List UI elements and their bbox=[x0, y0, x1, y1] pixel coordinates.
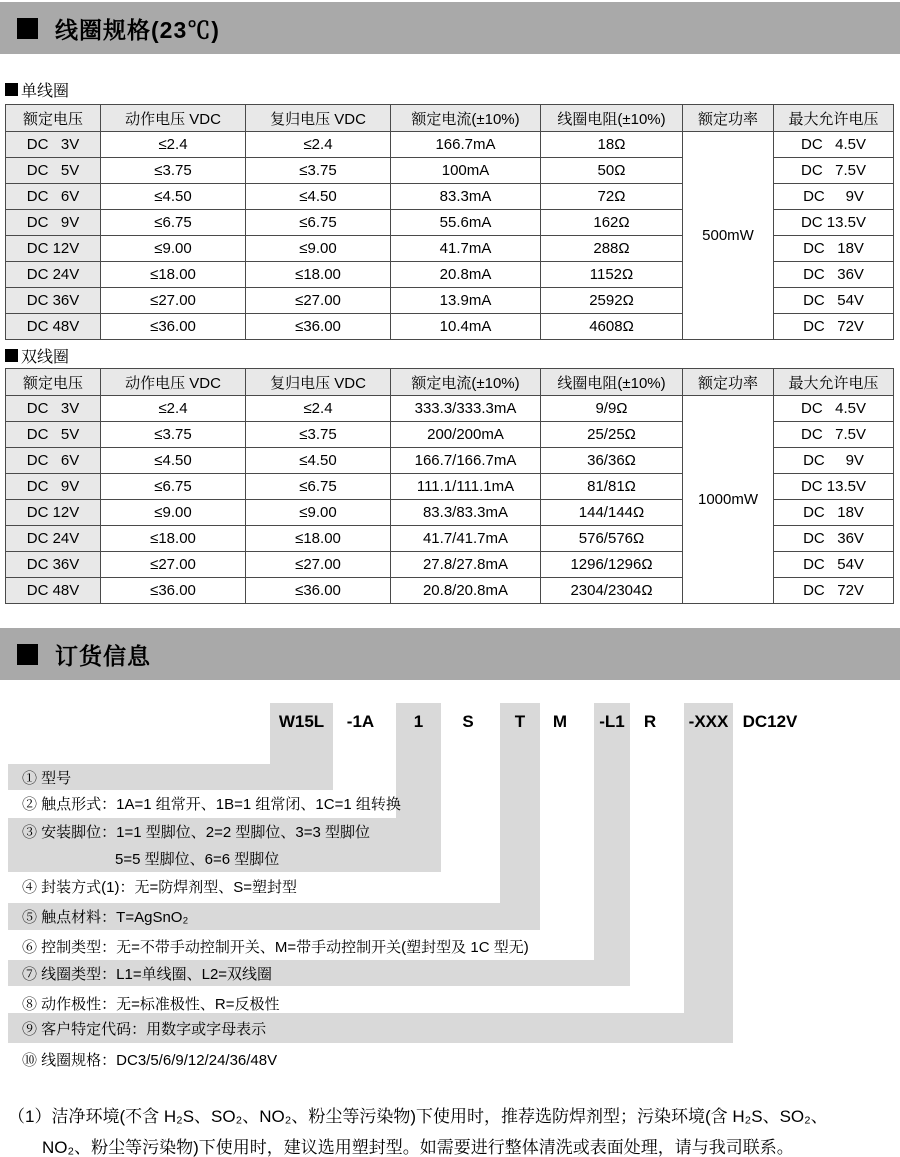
cell-coil-resistance: 81/81Ω bbox=[541, 474, 683, 500]
cell-rated-voltage: DC 24V bbox=[6, 526, 101, 552]
cell-dropout-voltage: ≤2.4 bbox=[246, 132, 391, 158]
cell-rated-current: 13.9mA bbox=[391, 288, 541, 314]
header-rated-voltage: 额定电压 bbox=[6, 105, 101, 132]
cell-rated-voltage: DC 3V bbox=[6, 132, 101, 158]
cell-coil-resistance: 2592Ω bbox=[541, 288, 683, 314]
footnote-line-1: （1）洁净环境(不含 H₂S、SO₂、NO₂、粉尘等污染物)下使用时，推荐选防焊剂型；污染环境(含 H₂S、SO₂、 bbox=[8, 1107, 828, 1126]
cell-pickup-voltage: ≤4.50 bbox=[101, 184, 246, 210]
table-label-single-coil bbox=[5, 78, 69, 101]
cell-max-voltage: DC 9V bbox=[774, 448, 894, 474]
code-connector-bar bbox=[684, 703, 733, 1043]
cell-dropout-voltage: ≤3.75 bbox=[246, 422, 391, 448]
coil-spec-banner bbox=[0, 2, 900, 54]
cell-max-voltage: DC 9V bbox=[774, 184, 894, 210]
cell-rated-current: 83.3mA bbox=[391, 184, 541, 210]
header-row bbox=[6, 369, 894, 396]
cell-rated-voltage: DC 6V bbox=[6, 184, 101, 210]
cell-pickup-voltage: ≤27.00 bbox=[101, 552, 246, 578]
square-bullet-icon bbox=[5, 83, 18, 96]
cell-max-voltage: DC 54V bbox=[774, 552, 894, 578]
table-label-text: 单线圈 bbox=[21, 83, 70, 100]
cell-dropout-voltage: ≤36.00 bbox=[246, 314, 391, 340]
cell-coil-resistance: 9/9Ω bbox=[541, 396, 683, 422]
header-coil-resistance: 线圈电阻(±10%) bbox=[541, 369, 683, 396]
cell-pickup-voltage: ≤18.00 bbox=[101, 526, 246, 552]
cell-pickup-voltage: ≤3.75 bbox=[101, 422, 246, 448]
ordering-item-9: ⑨ 客户特定代码：用数字或字母表示 bbox=[22, 1020, 267, 1038]
header-rated-current: 额定电流(±10%) bbox=[391, 105, 541, 132]
cell-coil-resistance: 2304/2304Ω bbox=[541, 578, 683, 604]
cell-rated-current: 100mA bbox=[391, 158, 541, 184]
table-row bbox=[6, 132, 894, 158]
cell-pickup-voltage: ≤6.75 bbox=[101, 210, 246, 236]
cell-max-voltage: DC 4.5V bbox=[774, 132, 894, 158]
cell-rated-voltage: DC 48V bbox=[6, 314, 101, 340]
cell-max-voltage: DC 36V bbox=[774, 262, 894, 288]
cell-rated-current: 27.8/27.8mA bbox=[391, 552, 541, 578]
cell-rated-voltage: DC 36V bbox=[6, 288, 101, 314]
header-max-voltage: 最大允许电压 bbox=[774, 105, 894, 132]
cell-pickup-voltage: ≤18.00 bbox=[101, 262, 246, 288]
header-pickup-voltage: 动作电压 VDC bbox=[101, 105, 246, 132]
ordering-item-2: ② 触点形式：1A=1 组常开、1B=1 组常闭、1C=1 组转换 bbox=[22, 795, 401, 813]
cell-rated-current: 83.3/83.3mA bbox=[391, 500, 541, 526]
code-part-control-type: M bbox=[552, 711, 568, 731]
cell-dropout-voltage: ≤6.75 bbox=[246, 210, 391, 236]
header-rated-power: 额定功率 bbox=[683, 105, 774, 132]
cell-rated-current: 41.7/41.7mA bbox=[391, 526, 541, 552]
code-part-enclosure: S bbox=[462, 711, 474, 731]
cell-dropout-voltage: ≤6.75 bbox=[246, 474, 391, 500]
cell-dropout-voltage: ≤4.50 bbox=[246, 184, 391, 210]
code-part-pin-layout: 1 bbox=[413, 711, 424, 731]
cell-rated-voltage: DC 5V bbox=[6, 422, 101, 448]
code-connector-bar bbox=[594, 703, 630, 986]
ordering-item-7: ⑦ 线圈类型：L1=单线圈、L2=双线圈 bbox=[22, 965, 273, 983]
ordering-info-banner bbox=[0, 628, 900, 680]
cell-dropout-voltage: ≤18.00 bbox=[246, 526, 391, 552]
cell-dropout-voltage: ≤27.00 bbox=[246, 288, 391, 314]
cell-rated-voltage: DC 24V bbox=[6, 262, 101, 288]
header-coil-resistance: 线圈电阻(±10%) bbox=[541, 105, 683, 132]
cell-max-voltage: DC 7.5V bbox=[774, 422, 894, 448]
cell-pickup-voltage: ≤36.00 bbox=[101, 314, 246, 340]
cell-coil-resistance: 162Ω bbox=[541, 210, 683, 236]
code-part-coil-type: -L1 bbox=[599, 711, 625, 731]
cell-rated-power: 1000mW bbox=[683, 396, 774, 604]
single-coil-table bbox=[5, 104, 894, 340]
cell-dropout-voltage: ≤9.00 bbox=[246, 500, 391, 526]
cell-max-voltage: DC 54V bbox=[774, 288, 894, 314]
header-rated-current: 额定电流(±10%) bbox=[391, 369, 541, 396]
cell-rated-current: 10.4mA bbox=[391, 314, 541, 340]
cell-rated-current: 20.8/20.8mA bbox=[391, 578, 541, 604]
header-dropout-voltage: 复归电压 VDC bbox=[246, 105, 391, 132]
header-rated-voltage: 额定电压 bbox=[6, 369, 101, 396]
cell-max-voltage: DC 7.5V bbox=[774, 158, 894, 184]
cell-max-voltage: DC 13.5V bbox=[774, 474, 894, 500]
cell-rated-voltage: DC 5V bbox=[6, 158, 101, 184]
cell-rated-current: 111.1/111.1mA bbox=[391, 474, 541, 500]
ordering-item-8: ⑧ 动作极性：无=标准极性、R=反极性 bbox=[22, 995, 280, 1013]
cell-rated-current: 166.7/166.7mA bbox=[391, 448, 541, 474]
header-dropout-voltage: 复归电压 VDC bbox=[246, 369, 391, 396]
cell-rated-voltage: DC 36V bbox=[6, 552, 101, 578]
header-row bbox=[6, 105, 894, 132]
cell-coil-resistance: 288Ω bbox=[541, 236, 683, 262]
cell-pickup-voltage: ≤6.75 bbox=[101, 474, 246, 500]
cell-rated-voltage: DC 3V bbox=[6, 396, 101, 422]
cell-max-voltage: DC 18V bbox=[774, 236, 894, 262]
cell-max-voltage: DC 72V bbox=[774, 314, 894, 340]
cell-coil-resistance: 25/25Ω bbox=[541, 422, 683, 448]
ordering-item-3-line2: 5=5 型脚位、6=6 型脚位 bbox=[115, 851, 280, 868]
cell-dropout-voltage: ≤36.00 bbox=[246, 578, 391, 604]
cell-coil-resistance: 18Ω bbox=[541, 132, 683, 158]
footnote-line-2: NO₂、粉尘等污染物)下使用时，建议选用塑封型。如需要进行整体清洗或表面处理，请与我司联系。 bbox=[42, 1138, 794, 1157]
cell-rated-voltage: DC 48V bbox=[6, 578, 101, 604]
ordering-item-10: ⑩ 线圈规格：DC3/5/6/9/12/24/36/48V bbox=[22, 1051, 278, 1069]
cell-rated-voltage: DC 9V bbox=[6, 210, 101, 236]
cell-pickup-voltage: ≤4.50 bbox=[101, 448, 246, 474]
table-label-text: 双线圈 bbox=[21, 349, 70, 366]
square-bullet-icon bbox=[5, 349, 18, 362]
cell-dropout-voltage: ≤18.00 bbox=[246, 262, 391, 288]
header-pickup-voltage: 动作电压 VDC bbox=[101, 369, 246, 396]
cell-max-voltage: DC 13.5V bbox=[774, 210, 894, 236]
cell-rated-current: 200/200mA bbox=[391, 422, 541, 448]
header-max-voltage: 最大允许电压 bbox=[774, 369, 894, 396]
cell-coil-resistance: 72Ω bbox=[541, 184, 683, 210]
cell-pickup-voltage: ≤36.00 bbox=[101, 578, 246, 604]
cell-pickup-voltage: ≤2.4 bbox=[101, 396, 246, 422]
cell-coil-resistance: 50Ω bbox=[541, 158, 683, 184]
cell-max-voltage: DC 4.5V bbox=[774, 396, 894, 422]
cell-pickup-voltage: ≤3.75 bbox=[101, 158, 246, 184]
code-part-model: W15L bbox=[278, 711, 325, 731]
cell-rated-voltage: DC 6V bbox=[6, 448, 101, 474]
cell-dropout-voltage: ≤27.00 bbox=[246, 552, 391, 578]
ordering-item-3: ③ 安装脚位：1=1 型脚位、2=2 型脚位、3=3 型脚位 bbox=[22, 824, 371, 841]
cell-dropout-voltage: ≤3.75 bbox=[246, 158, 391, 184]
cell-coil-resistance: 144/144Ω bbox=[541, 500, 683, 526]
cell-rated-voltage: DC 9V bbox=[6, 474, 101, 500]
cell-pickup-voltage: ≤2.4 bbox=[101, 132, 246, 158]
code-part-coil-spec: DC12V bbox=[742, 711, 798, 731]
code-part-contact-form: -1A bbox=[346, 711, 375, 731]
ordering-item-1: ① 型号 bbox=[22, 769, 72, 787]
cell-rated-voltage: DC 12V bbox=[6, 500, 101, 526]
cell-dropout-voltage: ≤2.4 bbox=[246, 396, 391, 422]
cell-pickup-voltage: ≤9.00 bbox=[101, 236, 246, 262]
section-bullet-icon bbox=[17, 644, 38, 665]
header-rated-power: 额定功率 bbox=[683, 369, 774, 396]
cell-pickup-voltage: ≤9.00 bbox=[101, 500, 246, 526]
cell-dropout-voltage: ≤9.00 bbox=[246, 236, 391, 262]
cell-max-voltage: DC 36V bbox=[774, 526, 894, 552]
cell-coil-resistance: 1296/1296Ω bbox=[541, 552, 683, 578]
cell-rated-current: 55.6mA bbox=[391, 210, 541, 236]
cell-rated-power: 500mW bbox=[683, 132, 774, 340]
ordering-item-5: ⑤ 触点材料：T=AgSnO₂ bbox=[22, 909, 189, 926]
table-row bbox=[6, 396, 894, 422]
cell-rated-voltage: DC 12V bbox=[6, 236, 101, 262]
cell-coil-resistance: 36/36Ω bbox=[541, 448, 683, 474]
cell-max-voltage: DC 18V bbox=[774, 500, 894, 526]
code-part-customer-code: -XXX bbox=[688, 711, 729, 731]
cell-coil-resistance: 576/576Ω bbox=[541, 526, 683, 552]
cell-coil-resistance: 4608Ω bbox=[541, 314, 683, 340]
ordering-item-6: ⑥ 控制类型：无=不带手动控制开关、M=带手动控制开关(塑封型及 1C 型无) bbox=[22, 938, 529, 956]
code-part-polarity: R bbox=[643, 711, 657, 731]
cell-pickup-voltage: ≤27.00 bbox=[101, 288, 246, 314]
cell-coil-resistance: 1152Ω bbox=[541, 262, 683, 288]
cell-rated-current: 166.7mA bbox=[391, 132, 541, 158]
cell-dropout-voltage: ≤4.50 bbox=[246, 448, 391, 474]
cell-rated-current: 41.7mA bbox=[391, 236, 541, 262]
table-label-double-coil bbox=[5, 344, 69, 367]
double-coil-table bbox=[5, 368, 894, 604]
code-part-contact-material: T bbox=[514, 711, 526, 731]
section-title: 线圈规格(23℃) bbox=[55, 16, 220, 43]
section-bullet-icon bbox=[17, 18, 38, 39]
section-title: 订货信息 bbox=[55, 642, 151, 669]
cell-rated-current: 20.8mA bbox=[391, 262, 541, 288]
ordering-item-4: ④ 封装方式(1)：无=防焊剂型、S=塑封型 bbox=[22, 878, 298, 896]
cell-max-voltage: DC 72V bbox=[774, 578, 894, 604]
cell-rated-current: 333.3/333.3mA bbox=[391, 396, 541, 422]
